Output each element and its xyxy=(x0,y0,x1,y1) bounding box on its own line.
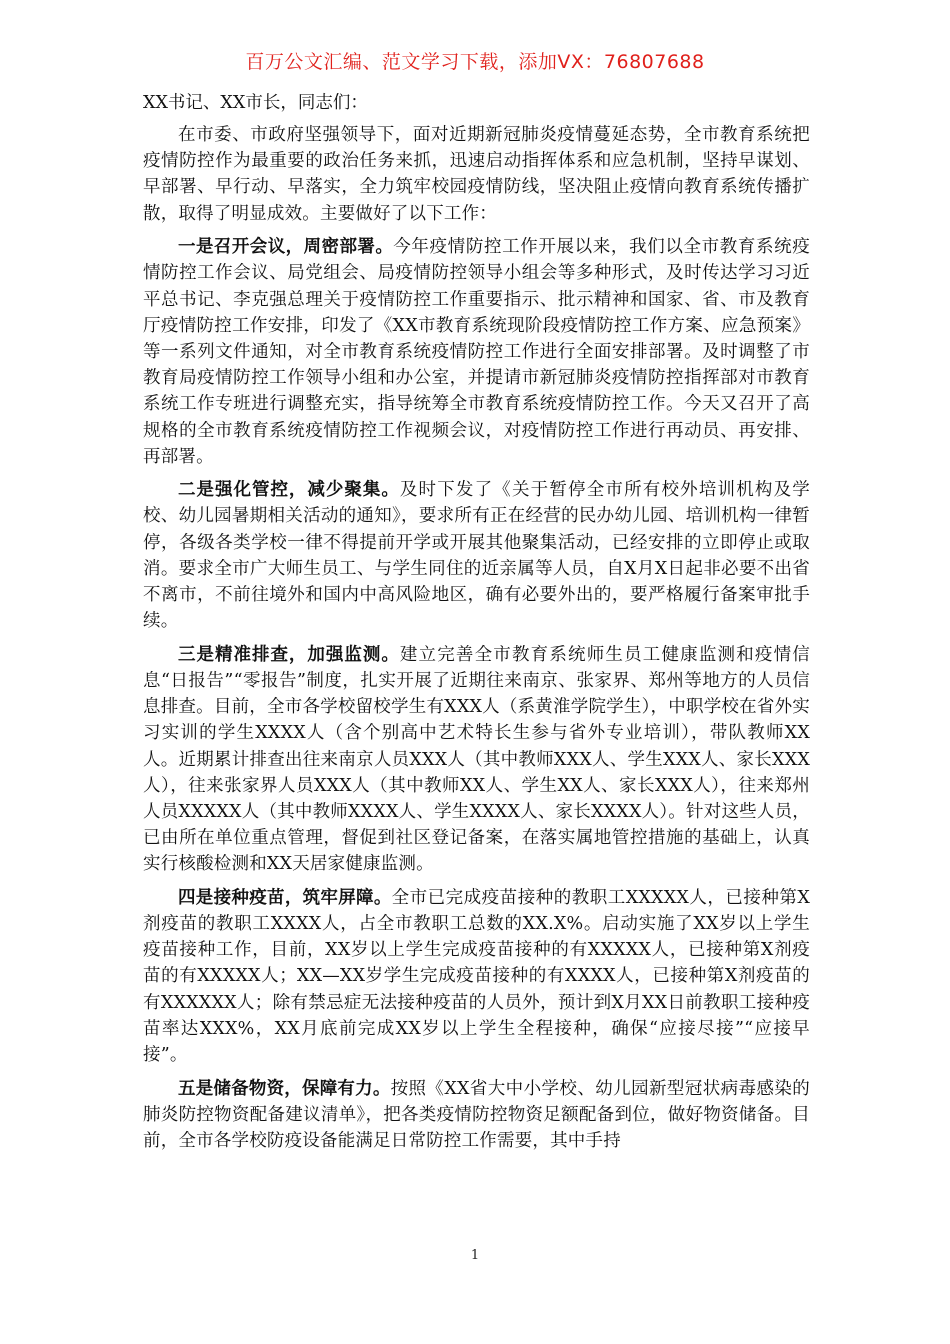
document-body xyxy=(143,90,810,1162)
section-paragraph-5 xyxy=(143,1076,810,1155)
section-text-3: 建立完善全市教育系统师生员工健康监测和疫情信息“日报告”“零报告”制度，扎实开展了近期往来南京、张家界、郑州等地方的人员信息排查。目前，全市各学校留校学生有XXX人（系黄淮学院学生），中职学校在省外实习实训的学生XXXX人（含个别高中艺术特长生参与省外专业培训），带队教师XX人。近期累计排查出往来南京人员XXX人（其中教师XXX人、学生XXX人、家长XXX人），往来张家界人员XXX人（其中教师XX人、学生XX人、家长XXX人），往来郑州人员XXXXX人（其中教师XXXX人、学生XXXX人、家长XXXX人）。针对这些人员，已由所在单位重点管理，督促到社区登记备案，在落实属地管控措施的基础上，认真实行核酸检测和XX天居家健康监测。 xyxy=(143,644,810,875)
section-text-4: 全市已完成疫苗接种的教职工XXXXX人，已接种第X剂疫苗的教职工XXXX人，占全市教职工总数的XX.X%。启动实施了XX岁以上学生疫苗接种工作，目前，XX岁以上学生完成疫苗接种的有XXXXX人，已接种第X剂疫苗的有XXXXX人；XX—XX岁学生完成疫苗接种的有XXXX人，已接种第X剂疫苗的有XXXXXX人；除有禁忌症无法接种疫苗的人员外，预计到X月XX日前教职工接种疫苗率达XXX%，XX月底前完成XX岁以上学生全程接种，确保“应接尽接”“应接早接”。 xyxy=(143,887,810,1066)
section-lead-2: 二是强化管控，减少聚集。 xyxy=(178,480,400,501)
section-lead-5: 五是储备物资，保障有力。 xyxy=(178,1078,391,1099)
section-text-5: 按照《XX省大中小学校、幼儿园新型冠状病毒感染的肺炎防控物资配备建议清单》，把各类疫情防控物资足额配备到位，做好物资储备。目前，全市各学校防疫设备能满足日常防控工作需要，其中手持 xyxy=(143,1078,811,1151)
section-text-1: 今年疫情防控工作开展以来，我们以全市教育系统疫情防控工作会议、局党组会、局疫情防控领导小组会等多种形式，及时传达学习习近平总书记、李克强总理关于疫情防控工作重要指示、批示精神和国家、省、市及教育厅疫情防控工作安排，印发了《XX市教育系统现阶段疫情防控工作方案、应急预案》等一系列文件通知，对全市教育系统疫情防控工作进行全面安排部署。及时调整了市教育局疫情防控工作领导小组和办公室，并提请市新冠肺炎疫情防控指挥部对市教育系统工作专班进行调整充实，指导统筹全市教育系统疫情防控工作。今天又召开了高规格的全市教育系统疫情防控工作视频会议，对疫情防控工作进行再动员、再安排、再部署。 xyxy=(143,237,810,467)
section-lead-4: 四是接种疫苗，筑牢屏障。 xyxy=(178,887,392,908)
section-paragraph-3 xyxy=(143,642,810,878)
section-lead-1: 一是召开会议，周密部署。 xyxy=(178,237,394,258)
salutation: XX书记、XX市长，同志们： xyxy=(143,93,368,113)
section-text-2: 及时下发了《关于暂停全市所有校外培训机构及学校、幼儿园暑期相关活动的通知》，要求所有正在经营的民办幼儿园、培训机构一律暂停，各级各类学校一律不得提前开学或开展其他聚集活动，已经安排的立即停止或取消。要求全市广大师生员工、与学生同住的近亲属等人员，自X月X日起非必要不出省不离市，不前往境外和国内中高风险地区，确有必要外出的，要严格履行备案审批手续。 xyxy=(143,480,810,632)
section-lead-3: 三是精准排查，加强监测。 xyxy=(178,644,400,665)
intro-paragraph: 在市委、市政府坚强领导下，面对近期新冠肺炎疫情蔓延态势，全市教育系统把疫情防控作为最重要的政治任务来抓，迅速启动指挥体系和应急机制，坚持早谋划、早部署、早行动、早落实，全力筑牢校园疫情防线，坚决阻止疫情向教育系统传播扩散，取得了明显成效。主要做好了以下工作： xyxy=(143,125,810,224)
page-number: 1 xyxy=(470,1248,480,1263)
section-paragraph-1 xyxy=(143,234,810,470)
promo-banner: 百万公文汇编、范文学习下载，添加VX：76807688 xyxy=(245,51,705,73)
section-paragraph-4 xyxy=(143,885,810,1068)
section-paragraph-2 xyxy=(143,477,810,634)
